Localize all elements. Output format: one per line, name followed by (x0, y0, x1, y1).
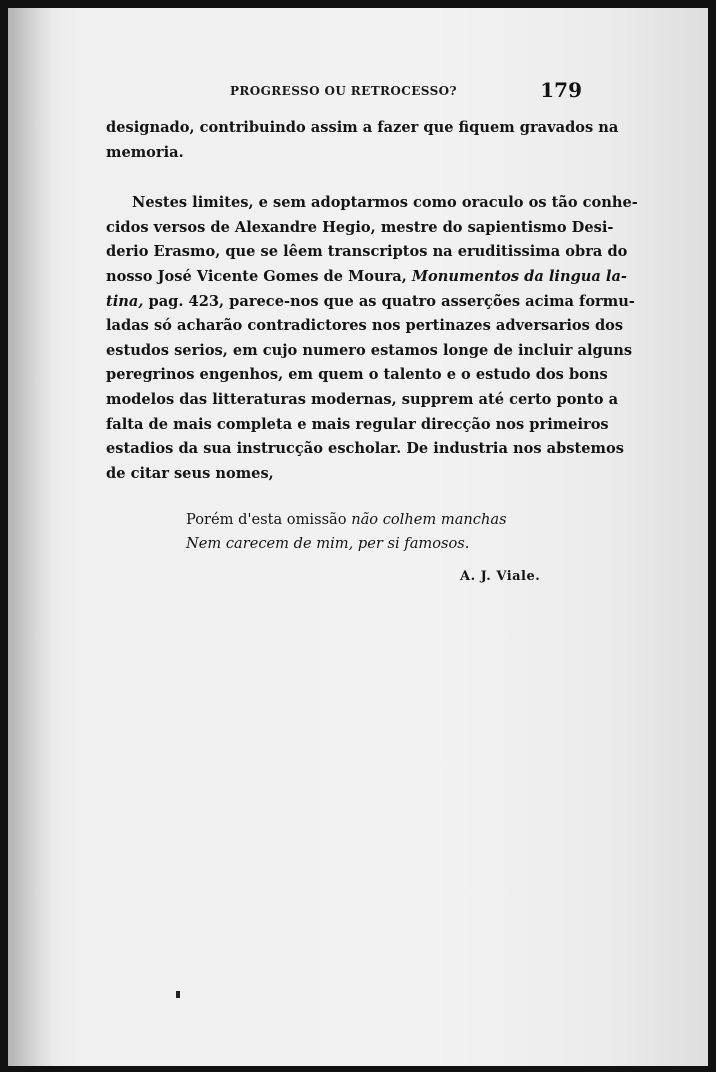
author-signature: A. J. Viale. (460, 569, 541, 584)
page-header (230, 78, 590, 106)
text-line: de citar seus nomes, (106, 464, 274, 482)
book-title: Monumentos da lingua la- (411, 267, 627, 285)
text-line: estudos serios, em cujo numero estamos longe de incluir alguns (106, 341, 633, 359)
verse-line-1 (186, 508, 506, 532)
book-title-end: tina, (106, 292, 144, 310)
verse-roman: Porém d'esta omissão (186, 511, 352, 528)
text-line (106, 265, 627, 290)
verse-quote (186, 508, 506, 556)
page-number: 179 (540, 78, 582, 102)
page-edge-shadow (8, 8, 53, 1066)
text-segment: nosso José Vicente Gomes de Moura, (106, 267, 412, 285)
ink-speck (176, 991, 180, 998)
text-line: ladas só acharão contradictores nos pertinazes adversarios dos (106, 317, 624, 335)
scanned-page (8, 8, 708, 1066)
text-line: falta de mais completa e mais regular direcção nos primeiros (106, 415, 609, 433)
text-line: designado, contribuindo assim a fazer que fiquem gravados na (106, 119, 619, 136)
body-text (106, 116, 638, 486)
text-line: peregrinos engenhos, em quem o talento e o estudo dos bons (106, 366, 608, 384)
text-line: estadios da sua instrucção escholar. De industria nos abstemos (106, 440, 624, 458)
verse-line-2 (186, 532, 506, 556)
text-line: derio Erasmo, que se lêem transcriptos na eruditissima obra do (106, 243, 628, 261)
running-title: PROGRESSO OU RETROCESSO? (230, 84, 457, 98)
verse-italic: não colhem manchas (351, 511, 507, 528)
text-line: memoria. (106, 143, 184, 161)
text-line: cidos versos de Alexandre Hegio, mestre do sapientismo Desi- (106, 218, 614, 236)
verse-italic: Nem carecem de mim, per si famosos. (186, 535, 470, 552)
text-segment: pag. 423, parece-nos que as quatro asserções acima formu- (143, 292, 635, 310)
text-line: modelos das litteraturas modernas, supprem até certo ponto a (106, 390, 619, 408)
text-line (106, 290, 635, 315)
text-line: Nestes limites, e sem adoptarmos como oraculo os tão conhe- (132, 194, 638, 212)
